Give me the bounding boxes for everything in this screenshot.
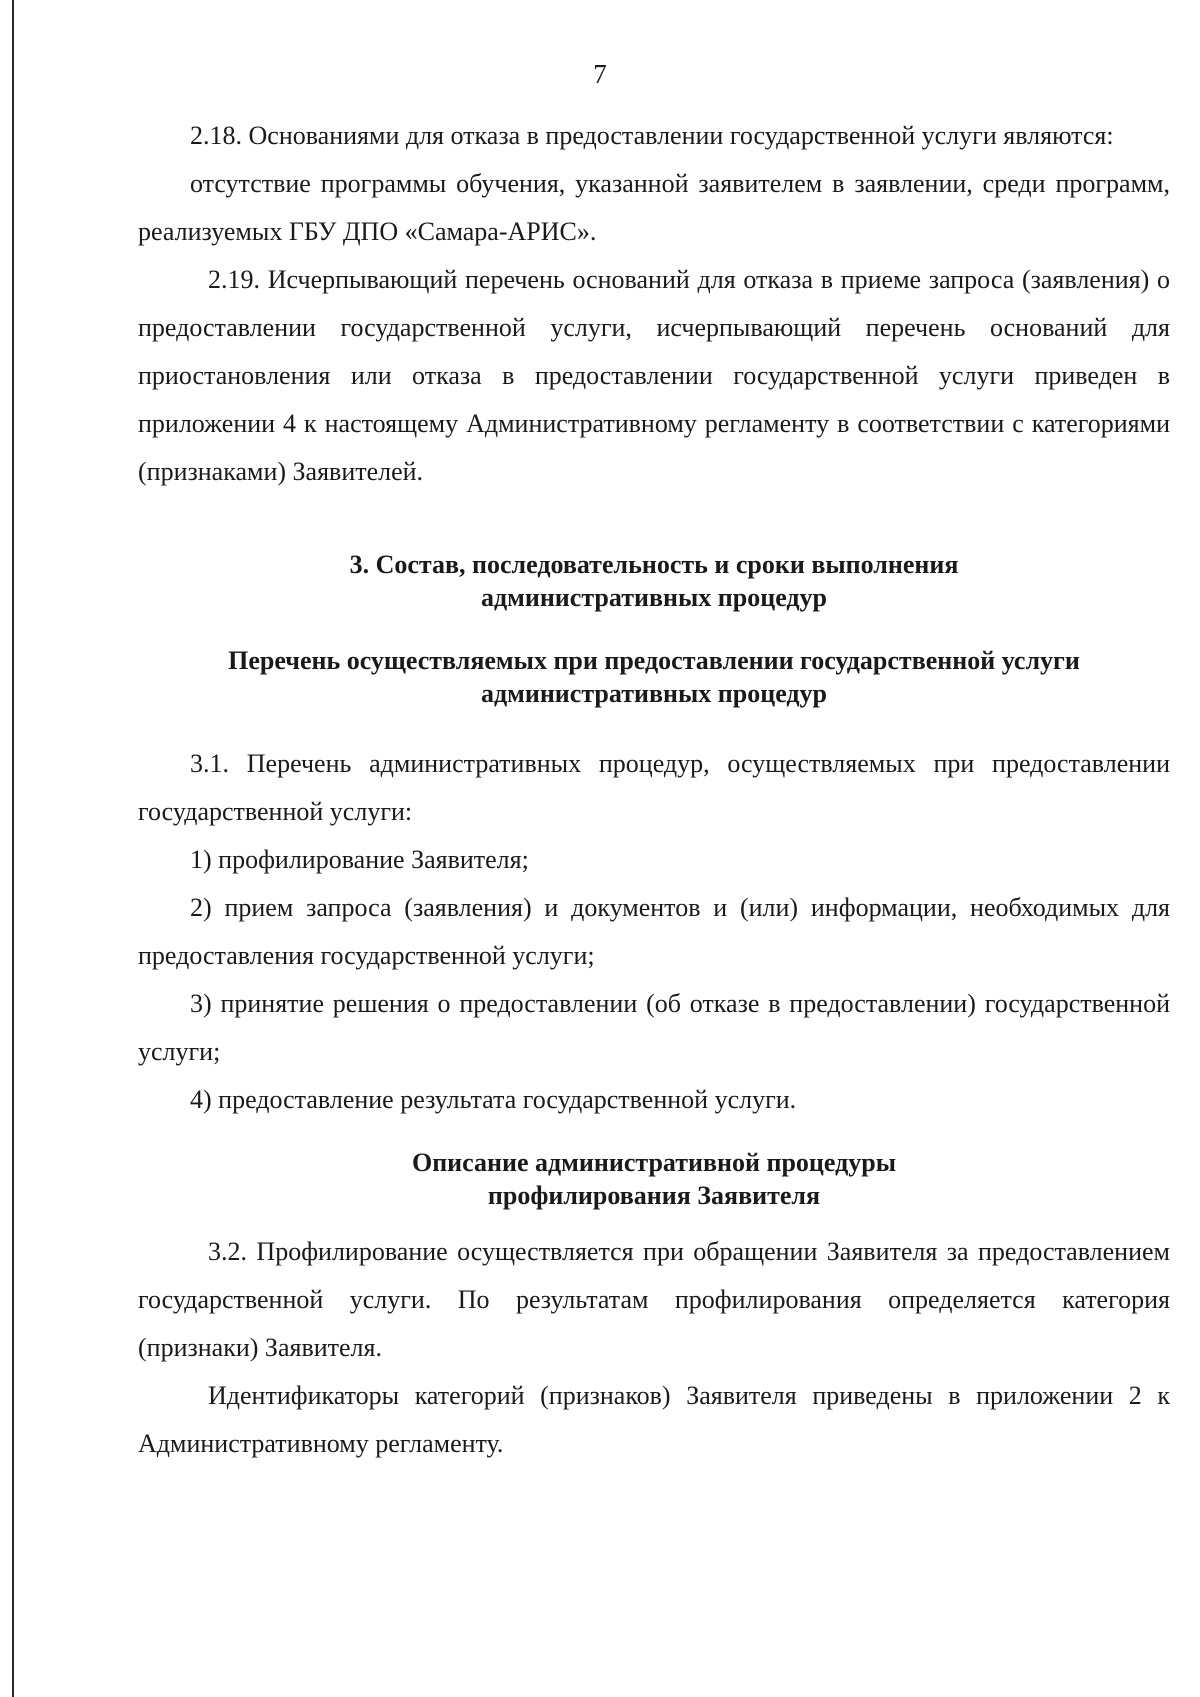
procedure-item-4: 4) предоставление результата государственной услуги.	[190, 1085, 797, 1114]
section-3-heading-line2: административных процедур	[480, 583, 828, 612]
procedure-item-1: 1) профилирование Заявителя;	[190, 845, 529, 874]
paragraph-2-18: 2.18. Основаниями для отказа в предоставлении государственной услуги являются:	[190, 121, 1114, 150]
paragraph-identifiers: Идентификаторы категорий (признаков) Заявителя приведены в приложении 2 к Административному регламенту.	[138, 1381, 1170, 1458]
profiling-heading	[138, 1146, 1170, 1212]
procedures-list-heading-line2: административных процедур	[480, 679, 828, 708]
page-content	[138, 112, 1170, 1468]
paragraph-3-1: 3.1. Перечень административных процедур, осуществляемых при предоставлении государственной услуги:	[138, 749, 1170, 826]
profiling-heading-line1: Описание административной процедуры	[411, 1148, 897, 1177]
paragraph-3-2: 3.2. Профилирование осуществляется при обращении Заявителя за предоставлением государственной услуги. По результатам профилирования определяется категория (признаки) Заявителя.	[138, 1237, 1170, 1362]
section-3-heading-line1: 3. Состав, последовательность и сроки выполнения	[349, 550, 959, 579]
section-3-heading	[138, 548, 1170, 614]
procedures-list-heading	[138, 644, 1170, 710]
profiling-heading-line2: профилирования Заявителя	[487, 1181, 821, 1210]
paragraph-2-19: 2.19. Исчерпывающий перечень оснований для отказа в приеме запроса (заявления) о предоставлении государственной услуги, исчерпывающий перечень оснований для приостановления или отказа в предоставлении государственной услуги приведен в приложении 4 к настоящему Административному регламенту в соответствии с категориями (признаками) Заявителей.	[138, 265, 1170, 486]
procedure-item-2: 2) прием запроса (заявления) и документов и (или) информации, необходимых для предоставления государственной услуги;	[138, 893, 1170, 970]
procedure-item-3: 3) принятие решения о предоставлении (об отказе в предоставлении) государственной услуги;	[138, 989, 1170, 1066]
binding-edge-line	[12, 0, 14, 1697]
procedures-list-heading-line1: Перечень осуществляемых при предоставлении государственной услуги	[228, 646, 1080, 675]
paragraph-2-18-ground: отсутствие программы обучения, указанной заявителем в заявлении, среди программ, реализуемых ГБУ ДПО «Самара-АРИС».	[138, 169, 1170, 246]
page-number: 7	[593, 59, 607, 89]
